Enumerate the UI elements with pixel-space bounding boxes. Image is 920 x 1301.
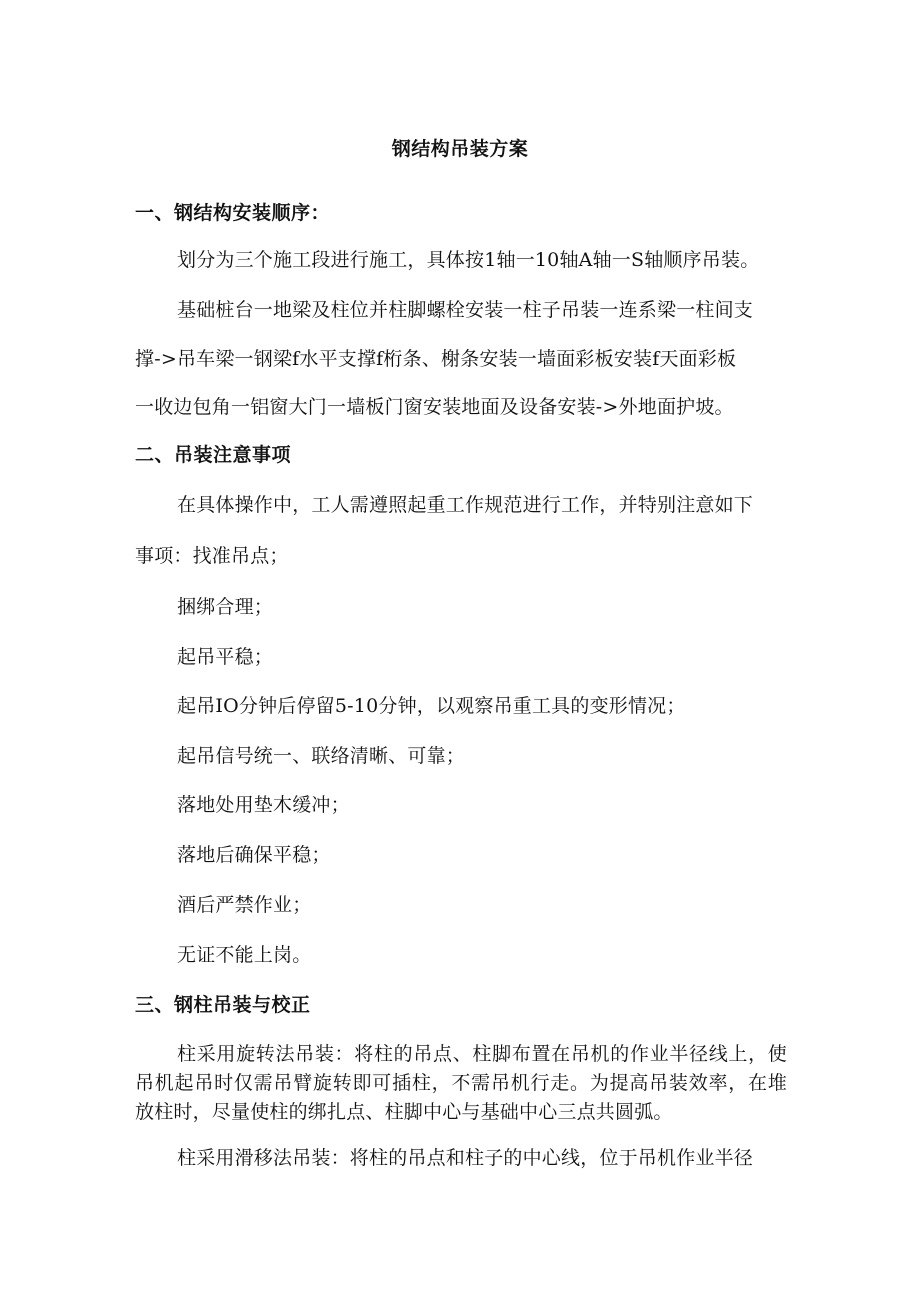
section-heading-1: 一、钢结构安装顺序： — [135, 202, 331, 224]
list-item: 起吊IO分钟后停留5-10分钟，以观察吊重工具的变形情况； — [177, 695, 686, 717]
section-heading-2: 二、吊装注意事项 — [135, 444, 292, 466]
paragraph-line: 撑->吊车梁一钢梁f水平支撑f桁条、榭条安装一墙面彩板安装f天面彩板 — [135, 348, 737, 370]
list-item: 捆绑合理； — [177, 596, 274, 618]
page-title: 钢结构吊装方案 — [391, 138, 529, 160]
paragraph-line: 划分为三个施工段进行施工，具体按1轴一10轴A轴一S轴顺序吊装。 — [177, 249, 760, 271]
list-item: 落地后确保平稳； — [177, 844, 331, 866]
paragraph-line: 柱采用滑移法吊装：将柱的吊点和柱子的中心线，位于吊机作业半径 — [177, 1147, 754, 1169]
list-item: 起吊平稳； — [177, 646, 274, 668]
paragraph-line: 基础桩台一地梁及柱位并柱脚螺栓安装一柱子吊装一连系梁一柱间支 — [177, 299, 754, 321]
list-item: 酒后严禁作业； — [177, 894, 312, 916]
section-heading-3: 三、钢柱吊装与校正 — [135, 994, 311, 1016]
paragraph-line: 在具体操作中，工人需遵照起重工作规范进行工作，并特别注意如下 — [177, 494, 754, 516]
list-item: 落地处用垫木缓冲； — [177, 794, 350, 816]
paragraph-line: 事项：找准吊点； — [135, 545, 289, 567]
paragraph: 柱采用旋转法吊装：将柱的吊点、柱脚布置在吊机的作业半径线上，使吊机起吊时仅需吊臂旋转即可插柱，不需吊机行走。为提高吊装效率，在堆放柱时，尽量使柱的绑扎点、柱脚中心与基础中心三点共圆弧。 — [135, 1043, 787, 1123]
list-item: 起吊信号统一、联络清晰、可靠； — [177, 745, 466, 767]
paragraph-line: 一收边包角一铝窗大门一墙板门窗安装地面及设备安装->外地面护坡。 — [135, 396, 734, 418]
list-item: 无证不能上岗。 — [177, 944, 312, 966]
